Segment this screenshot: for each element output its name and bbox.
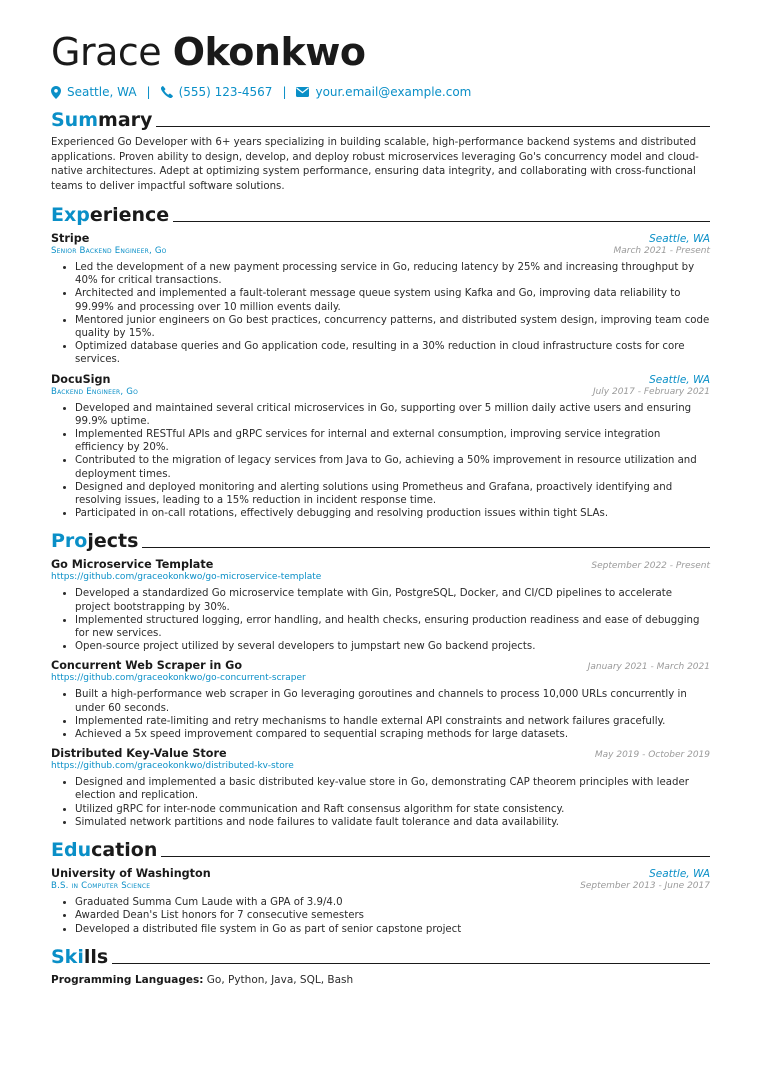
location-text: Seattle, WA <box>67 85 137 99</box>
email-item[interactable] <box>296 85 471 99</box>
education-section-header <box>51 839 710 861</box>
list-item: • Developed a distributed file system in Go as part of senior capstone project <box>75 923 710 936</box>
list-item: • Optimized database queries and Go application code, resulting in a 30% reduction in cloud infrastructure costs for core services. <box>75 340 710 366</box>
section-title: Education <box>51 839 158 862</box>
list-item: • Graduated Summa Cum Laude with a GPA of 3.9/4.0 <box>75 896 710 909</box>
bullet-list <box>51 587 710 653</box>
project-entry <box>51 747 710 829</box>
experience-entry <box>51 232 710 367</box>
section-rule <box>161 856 710 857</box>
list-item: • Contributed to the migration of legacy services from Java to Go, achieving a 50% improvement in resource utilization and deployment times. <box>75 454 710 480</box>
projects-section-header <box>51 530 710 552</box>
resume-page <box>51 30 710 986</box>
entry-location: Seattle, WA <box>649 233 710 245</box>
project-link[interactable]: https://github.com/graceokonkwo/go-concurrent-scraper <box>51 673 306 684</box>
section-title: Experience <box>51 204 170 226</box>
list-item: • Implemented structured logging, error handling, and health checks, ensuring production readiness and ease of debugging for new services. <box>75 614 710 640</box>
list-item: • Built a high-performance web scraper in Go leveraging goroutines and channels to process 10,000 URLs concurrently in under 60 seconds. <box>75 688 710 714</box>
list-item: • Architected and implemented a fault-tolerant message queue system using Kafka and Go, improving data reliability to 99.99% and processing over 10 million events daily. <box>75 287 710 313</box>
phone-item[interactable] <box>161 85 273 99</box>
project-entry <box>51 659 710 741</box>
section-rule <box>156 126 710 127</box>
skills-value: Go, Python, Java, SQL, Bash <box>206 973 354 986</box>
list-item: • Designed and deployed monitoring and alerting solutions using Prometheus and Grafana, proactively identifying and resolving issues, leading to a 15% reduction in incident response time. <box>75 481 710 507</box>
job-role: Backend Engineer, Go <box>51 386 139 397</box>
entry-location: Seattle, WA <box>649 373 710 386</box>
bullet-list <box>51 402 710 521</box>
phone-icon <box>161 86 173 98</box>
contact-row <box>51 85 710 99</box>
bullet-list <box>51 776 710 829</box>
project-name: Go Microservice Template <box>51 558 214 572</box>
bullet-list <box>51 688 710 741</box>
entry-dates: March 2021 - Present <box>613 246 710 256</box>
list-item: • Achieved a 5x speed improvement compared to sequential scraping methods for large datasets. <box>75 728 710 741</box>
section-title: Skills <box>51 945 109 968</box>
skills-label: Programming Languages: <box>51 973 204 986</box>
bullet-list <box>51 896 710 936</box>
list-item: • Utilized gRPC for inter-node communication and Raft consensus algorithm for state consistency. <box>75 803 710 816</box>
list-item: • Mentored junior engineers on Go best practices, concurrency patterns, and distributed system design, improving team code quality by 15%. <box>75 314 710 340</box>
company-name: Stripe <box>51 232 90 245</box>
list-item: • Implemented RESTful APIs and gRPC services for internal and external consumption, improving service integration efficiency by 20%. <box>75 428 710 454</box>
list-item: • Developed and maintained several critical microservices in Go, supporting over 5 million daily active users and ensuring 99.9% uptime. <box>75 402 710 428</box>
last-name: Okonkwo <box>172 30 366 74</box>
entry-dates: May 2019 - October 2019 <box>594 750 710 761</box>
contact-separator: | <box>282 85 287 99</box>
phone-text: (555) 123-4567 <box>178 85 273 99</box>
candidate-name <box>51 30 710 74</box>
summary-section-header <box>51 109 710 131</box>
first-name: Grace <box>51 30 162 74</box>
project-entry <box>51 558 710 653</box>
section-rule <box>173 221 710 222</box>
envelope-icon <box>296 87 309 97</box>
job-role: Senior Backend Engineer, Go <box>51 246 167 256</box>
project-link[interactable]: https://github.com/graceokonkwo/distributed-kv-store <box>51 761 294 772</box>
project-link[interactable]: https://github.com/graceokonkwo/go-microservice-template <box>51 572 322 583</box>
list-item: • Awarded Dean's List honors for 7 consecutive semesters <box>75 909 710 922</box>
experience-section-header <box>51 204 710 226</box>
skills-row <box>51 974 710 986</box>
list-item: • Led the development of a new payment processing service in Go, reducing latency by 25% and increasing throughput by 40% for critical transactions. <box>75 261 710 287</box>
bullet-list <box>51 261 710 367</box>
project-name: Distributed Key-Value Store <box>51 747 227 761</box>
experience-entry <box>51 373 710 521</box>
entry-location: Seattle, WA <box>649 868 710 881</box>
section-title: Summary <box>51 109 153 131</box>
school-name: University of Washington <box>51 867 211 881</box>
skills-section-header <box>51 946 710 968</box>
entry-dates: July 2017 - February 2021 <box>592 386 710 397</box>
section-rule <box>112 963 710 964</box>
company-name: DocuSign <box>51 372 111 386</box>
entry-dates: September 2022 - Present <box>591 561 710 572</box>
education-entry <box>51 867 710 936</box>
entry-dates: January 2021 - March 2021 <box>587 662 710 673</box>
list-item: • Implemented rate-limiting and retry mechanisms to handle external API constraints and network failures gracefully. <box>75 715 710 728</box>
contact-separator: | <box>146 85 151 99</box>
email-link: your.email@example.com <box>315 85 472 99</box>
section-rule <box>142 547 710 548</box>
summary-text: Experienced Go Developer with 6+ years specializing in building scalable, high-performance backend systems and distributed applications. Proven ability to design, develop, and deploy robust microservices leveraging Go's concurrency model and cloud-native architectures. Adept at optimizing system performance, ensuring data integrity, and collaborating with cross-functional teams to deliver impactful software solutions. <box>51 137 699 192</box>
list-item: • Designed and implemented a basic distributed key-value store in Go, demonstrating CAP theorem principles with leader election and replication. <box>75 776 710 802</box>
map-pin-icon <box>51 86 61 99</box>
entry-dates: September 2013 - June 2017 <box>580 881 710 892</box>
section-title: Projects <box>51 530 139 553</box>
degree: B.S. in Computer Science <box>51 881 151 892</box>
list-item: • Developed a standardized Go microservice template with Gin, PostgreSQL, Docker, and CI/CD pipelines to accelerate project bootstrapping by 30%. <box>75 587 710 613</box>
location-item <box>51 85 137 99</box>
list-item: • Participated in on-call rotations, effectively debugging and resolving production issues within tight SLAs. <box>75 507 710 520</box>
list-item: • Simulated network partitions and node failures to validate fault tolerance and data availability. <box>75 816 710 829</box>
project-name: Concurrent Web Scraper in Go <box>51 659 243 673</box>
list-item: • Open-source project utilized by several developers to jumpstart new Go backend projects. <box>75 640 710 653</box>
